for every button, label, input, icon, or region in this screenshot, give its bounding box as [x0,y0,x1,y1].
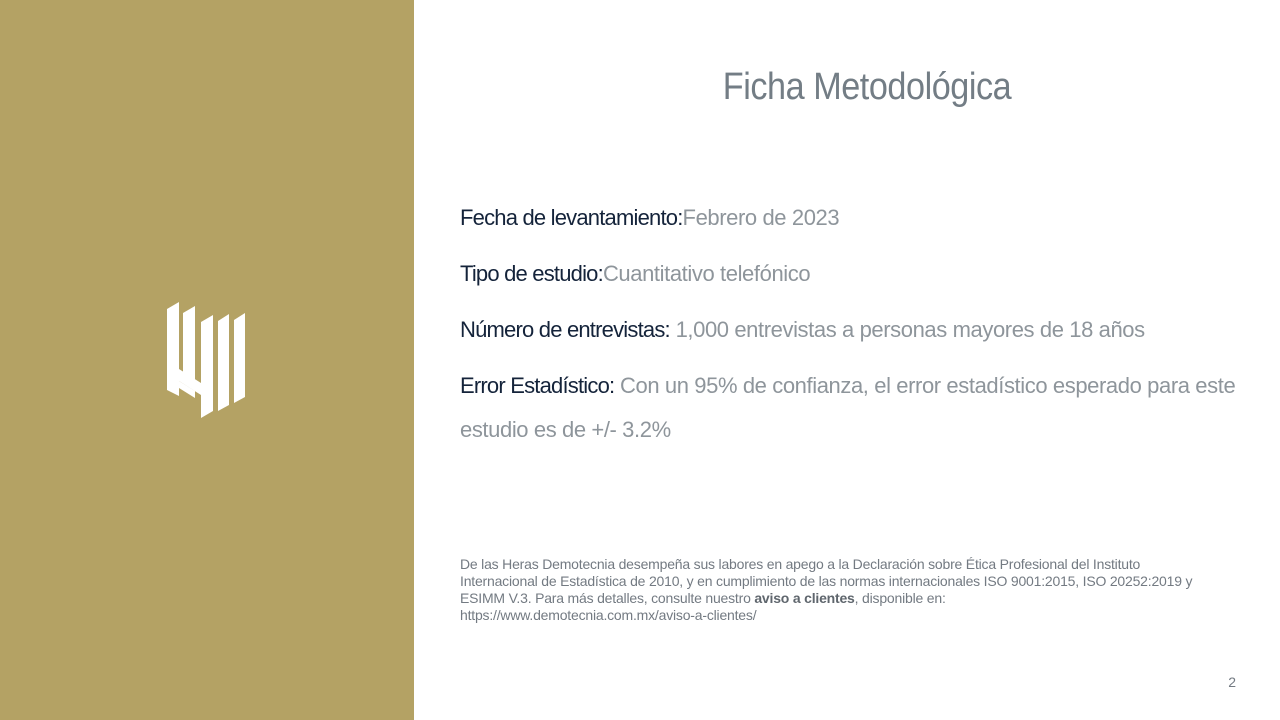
field-value: Cuantitativo telefónico [602,261,811,286]
disclaimer-suffix: , disponible en: [854,590,946,606]
field-survey-date [460,196,1240,240]
disclaimer-text [460,556,1220,624]
field-value: 1,000 entrevistas a personas mayores de 18 años [675,317,1145,342]
field-label: Número de entrevistas: [460,317,670,342]
page-number: 2 [1228,674,1236,690]
side-panel [0,0,414,720]
field-statistical-error [460,364,1240,452]
methodology-fields [460,196,1240,464]
field-interview-count [460,308,1240,352]
field-value: Febrero de 2023 [682,205,840,230]
field-label: Tipo de estudio: [460,261,603,286]
field-study-type [460,252,1240,296]
field-label: Fecha de levantamiento: [460,205,683,230]
client-notice-url: https://www.demotecnia.com.mx/aviso-a-clientes/ [460,607,757,623]
page-title: Ficha Metodológica [722,66,1012,108]
client-notice-emphasis: aviso a clientes [754,590,855,606]
demotecnia-logo-icon [167,299,247,420]
field-label: Error Estadístico: [460,373,615,398]
field-value: Con un 95% de confianza, el error estadístico esperado para este estudio es de +/- 3.2% [460,373,1236,442]
disclaimer-body: De las Heras Demotecnia desempeña sus labores en apego a la Declaración sobre Ética Profesional del Instituto Internacional de Estadística de 2010, y en cumplimiento de las normas internacionales ISO 9001:2015, ISO 20252:2019 y ESIMM V.3. Para más detalles, consulte nuestro [460,556,1193,606]
